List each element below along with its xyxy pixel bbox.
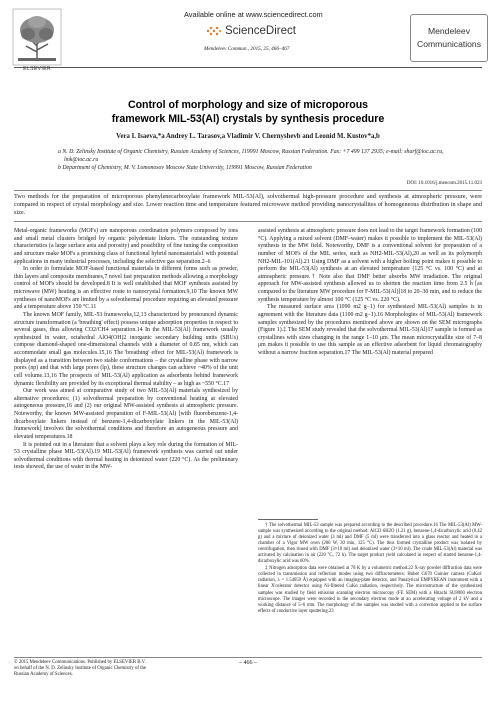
article-title xyxy=(14,98,482,126)
copyright-line: on behalf of the N. D. Zelinsky Institute of Organic Chemistry of the xyxy=(14,666,147,671)
body-paragraph: The measured surface area (1090 m2 g−1) for synthesized MIL-53(Al) samples is in agreement with the literature data (1100 m2 g−1).16 Morphologies of MIL-53(Al) framework samples synthesized by the procedures mentioned above are shown on the SEM micrographs (Figure 1).‡ The SEM study revealed that the solvothermal MIL-53(Al)17 sample is formed as crystallines with sizes changing in the range 1–10 μm. The mean microcrystallite size of 7–8 μm makes it possible to use this sample as an effective adsorbent for liquid chromatography without a narrow fraction separation.17 The MIL-53(Al) material prepared xyxy=(258,304,482,356)
copyright-line: Russian Academy of Sciences. xyxy=(14,672,73,677)
journal-name-line1: Mendeleev xyxy=(427,26,471,36)
body-column-left xyxy=(14,228,238,472)
publisher-name: ELSEVIER xyxy=(23,66,51,72)
footer-divider xyxy=(14,657,482,658)
body-paragraph: The known MOF family, MIL-53 frameworks,12,13 characterized by pronounced dynamic structure transformation (a 'breathing' effect) possess unique adsorption properties in respect to several gases, thus allowing CO2/CH4 separation.14 In the MIL-53(Al) framework usually synthesized in water, octahedral AlO4(OH)2 inorganic secondary building units (SBUs) compose diamond-shaped one-dimensional channels with a diameter of 0.85 nm, which can accommodate small gas molecules.15,16 The 'breathing' effect for MIL-53(Al) framework is displayed as a transition between two stable conformations – the crystalline phase with narrow pores (np) and that with large pores (lp), these structure changes can achieve ~40% of the unit cell volume.13,16 The prospects of MIL-53(Al) application as adsorbents behind framework dynamic flexibility are provided by its exceptional thermal stability – as high as ~550 °C.17 xyxy=(14,311,238,387)
affiliations xyxy=(58,148,478,172)
sciencedirect-wordmark: ScienceDirect xyxy=(225,25,296,37)
journal-name-box xyxy=(410,14,488,62)
body-paragraph: Metal-organic frameworks (MOFs) are nanoporous coordination polymers composed by ions and small metal clusters bridged by organic polydentate linkers. The outstanding texture characteristics (a large surface area and porosity) and possibility of fine tuning the composition and structure make MOFs a promising class of functional hybrid nanomaterials1 with potential applications in many industrial processes, including the selective gas separation.2–6 xyxy=(14,228,238,265)
available-online-text: Available online at www.sciencedirect.com xyxy=(184,10,323,19)
footnote-divider xyxy=(258,519,318,520)
body-paragraph: assisted synthesis at atmospheric pressure does not lead to the target framework formation (100 °C). Applying a mixed solvent (DMF–water) makes it possible to implement the MIL-53(Al) synthesis in the MW field. Noteworthy, DMF is a conventional solvent for preparation of a number of MOFs of the MIL series, such as NH2-MIL-53(Al),20 as well as its polymorph NH2-MIL-101(Al).21 Using DMF as a solvent with a higher boiling point makes it possible to perform the MIL-53(Al) synthesis at an elevated temperature (125 °C vs. 100 °C) and at atmospheric pressure.† Note also that DMF better absorbs MW irradiation. The original approach for MW-assisted synthesis allowed us to shorten the reaction time from 2.5 h [as compared to the literature MW procedure for F-MIL-53(Al)]18 to 20–30 min, and to reduce the synthesis temperature by almost 100 °C (125 °C vs. 220 °C). xyxy=(258,228,482,303)
doi-identifier[interactable]: DOI: 10.1016/j.mencom.2015.11.023 xyxy=(406,181,482,186)
sciencedirect-dots-icon xyxy=(206,25,221,37)
sciencedirect-logo xyxy=(206,24,296,38)
body-column-right xyxy=(258,228,482,358)
journal-citation: Mendeleev Commun., 2015, 25, 466–467 xyxy=(204,46,290,52)
author-list: Vera I. Isaeva,*a Andrey L. Tarasov,a Vladimir V. Chernyshevb and Leonid M. Kustov*a,b xyxy=(116,133,380,140)
body-paragraph: Our work was aimed at comparative study of two MIL-53(Al) materials synthesized by alternative procedures: (1) solvothermal preparation by conventional heating at elevated autogeneous pressure,16 and (2) our original MW-assisted synthesis at atmospheric pressure. Noteworthy, the known MW-assisted preparation of F-MIL-53(Al) [with fluorobenzene-1,4-dicarboxylate linkers instead of benzene-1,4-dicarboxylate linkers in the MIL-53(Al) framework] involves the solvothermal conditions and therefore an autogeneous pressure and elevated temperatures.18 xyxy=(14,388,238,440)
elsevier-tree-logo-icon xyxy=(12,8,62,68)
affiliation-b: b Department of Chemistry, M. V. Lomonosov Moscow State University, 119991 Moscow, Russian Federation xyxy=(58,165,312,171)
abstract-bottom-divider xyxy=(14,221,482,222)
body-paragraph: It is pointed out in a literature that a solvent plays a key role during the formation of MIL-53 crystalline phase MIL-53(Al).19 MIL-53(Al) framework synthesis was carried out under solvothermal conditions with thermal heating in deionized water (220 °C). As the preliminary tests showed, the use of water in the MW- xyxy=(14,441,238,471)
body-paragraph: In order to formulate MOF-based functional materials in different forms such as powder, thin layers and composite membranes,7 novel fast preparation methods allowing a morphology control of MOFs should be developed.8 It is well established that MOF synthesis assisted by microwave (MW) heating is an effective route to nanocrystal formation.9,10 The known MW syntheses of nanoMOFs are limited by a solvothermal procedure requiring an elevated pressure and a temperature above 150 °C.11 xyxy=(14,266,238,311)
title-line-2: framework MIL-53(Al) crystals by synthesis procedure xyxy=(111,113,385,125)
footnote: † The solvothermal MIL-53 sample was prepared according to the described procedure.16 The MIL-53(Al) MW-sample was synthesized according to the original method: AlCl3·6H2O (1.21 g), benzene-1,4-dicarboxylic acid (0.42 g) and a mixture of deionized water (3 ml) and DMF (5 ml) were transferred into a glass reactor and heated in a chamber of a Vigor MW oven (200 W, 30 min, 125 °C). The thus formed crystalline product was isolated by centrifugation, then rinsed with DMF (3×10 ml) and deionized water (3×10 ml). The crude MIL-53(Al) material was activated by calcination in air (220 °C, 72 h). The target product yield calculated in respect of started benzene-1,4-dicarboxylic acid was 60%. xyxy=(258,523,482,565)
journal-name-line2: Communications xyxy=(417,39,481,49)
page-header xyxy=(10,6,486,76)
header-divider xyxy=(14,67,482,68)
abstract-text: Two methods for the preparation of microporous phenylenecarboxylate framework MIL-53(Al), solvothermal high-pressure procedure and synthesis at atmospheric pressure, were compared in respect of crystal morphology and size. Lower reaction time and temperature featured microwave method providing nanocrystallites of homogeneous distribution in shape and size. xyxy=(14,193,482,216)
title-line-1: Control of morphology and size of microporous xyxy=(127,99,369,111)
page-number: – 466 – xyxy=(239,660,257,666)
copyright-line: © 2015 Mendeleev Communications. Published by ELSEVIER B.V. xyxy=(14,660,146,665)
abstract-top-divider xyxy=(14,190,482,191)
affiliation-a: a N. D. Zelinsky Institute of Organic Chemistry, Russian Academy of Sciences, 119991 Moscow, Russian Federation. Fax: +7 499 137 2935; e-mail: sharf@ioc.ac.ru, lmk@ioc.ac.ru xyxy=(58,149,444,163)
footnotes xyxy=(258,519,482,616)
footnote: ‡ Nitrogen adsorption data were obtained at 78 K by a volumetric method.22 X-ray powder diffraction data were collected in transmission and reflection modes using two diffractometers: Huber G670 Guinier camera (CuKα1 radiation, λ = 1.54059 Å) equipped with an imaging-plate detector, and Panalytical EMPYREAN instrument with a linear X'celerator detector using Ni-filtered CuKα radiation, respectively. The microstructure of the synthesized samples was studied by field emission scanning electron microscopy (FE SEM) with a Hitachi SU8000 electron microscope. The images were recorded in the secondary electron mode at an accelerating voltage of 2 kV and a working distance of 5–6 mm. The morphology of the samples was studied with a correction applied to the surface effects of conductive layer sputtering.23 xyxy=(258,566,482,614)
